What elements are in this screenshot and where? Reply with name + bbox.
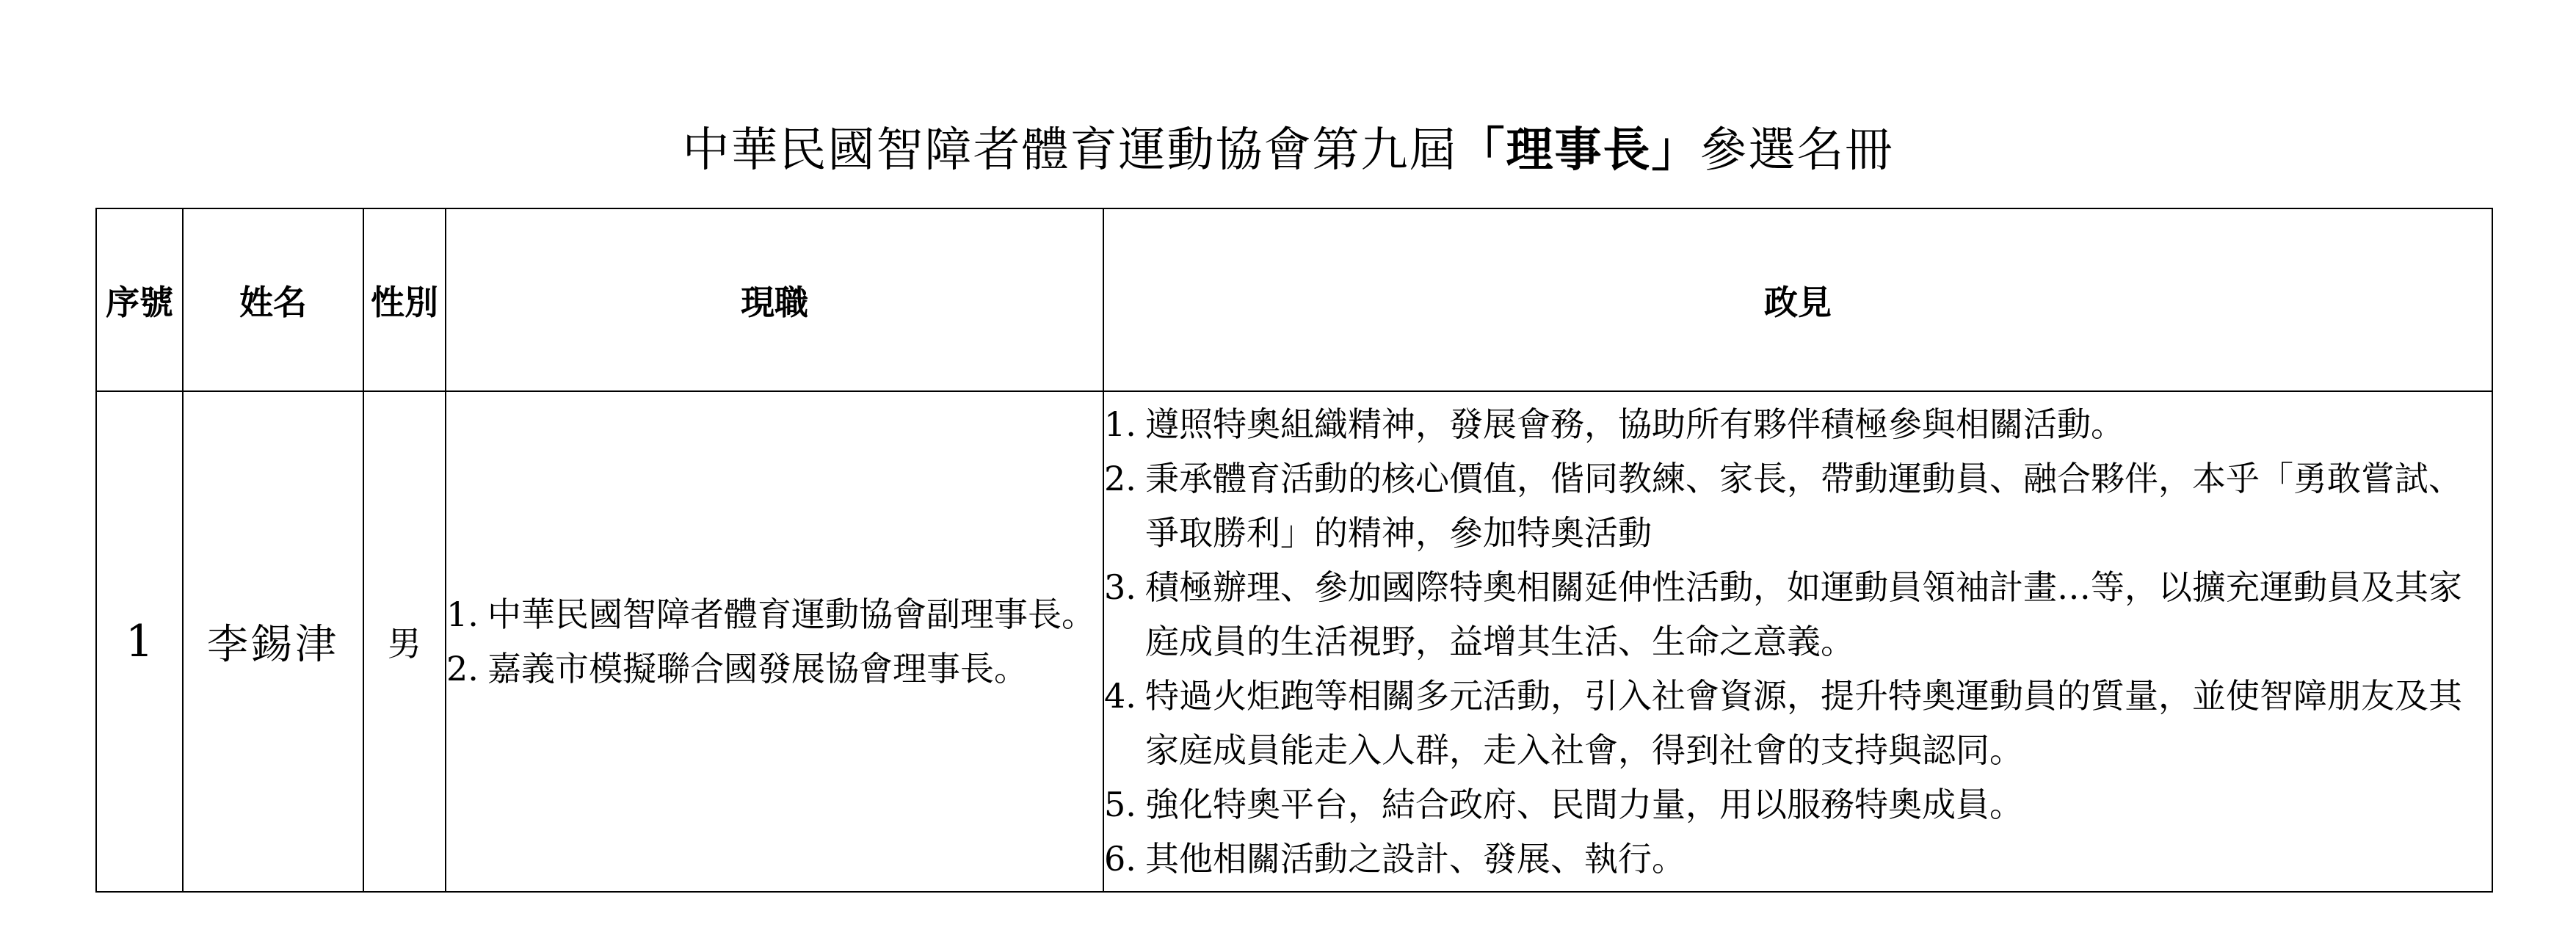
list-item-number: 1.: [1104, 404, 1136, 444]
list-item: [1104, 669, 2492, 777]
list-item-number: 2.: [1104, 459, 1136, 498]
list-item-text: 遵照特奧組織精神，發展會務，協助所有夥伴積極參與相關活動。: [1145, 404, 2125, 444]
list-item-number: 6.: [1104, 839, 1136, 879]
list-item-text: 強化特奧平台，結合政府、民間力量，用以服務特奧成員。: [1145, 785, 2023, 824]
title-prefix: 中華民國智障者體育運動協會第九屆: [682, 123, 1458, 178]
header-serial: 序號: [96, 208, 183, 391]
cell-platform: [1103, 391, 2492, 892]
list-item: [1104, 832, 2492, 886]
cell-gender: 男: [363, 391, 446, 892]
title-suffix: 參選名冊: [1699, 123, 1894, 178]
list-item-text: 積極辦理、參加國際特奧相關延伸性活動，如運動員領袖計畫…等，以擴充運動員及其家庭成員的生活視野，益增其生活、生命之意義。: [1145, 567, 2462, 661]
list-item: [1104, 397, 2492, 451]
candidate-roster-table: [95, 208, 2493, 893]
table-header-row: [96, 208, 2492, 391]
cell-serial: 1: [96, 391, 183, 892]
list-item-number: 5.: [1104, 785, 1136, 824]
list-item: [446, 642, 1103, 696]
header-name: 姓名: [183, 208, 363, 391]
list-item-number: 1.: [446, 595, 479, 634]
positions-list: [446, 587, 1103, 696]
list-item: [1104, 560, 2492, 669]
list-item: [446, 587, 1103, 642]
list-item-number: 3.: [1104, 567, 1136, 607]
list-item-text: 其他相關活動之設計、發展、執行。: [1145, 839, 1686, 879]
list-item-number: 2.: [446, 649, 479, 688]
list-item: [1104, 451, 2492, 560]
list-item-number: 4.: [1104, 676, 1136, 716]
list-item-text: 中華民國智障者體育運動協會副理事長。: [487, 595, 1095, 634]
cell-name: 李錫津: [183, 391, 363, 892]
list-item-text: 嘉義市模擬聯合國發展協會理事長。: [487, 649, 1028, 688]
header-positions: 現職: [446, 208, 1103, 391]
platform-list: [1104, 397, 2492, 886]
cell-positions: [446, 391, 1103, 892]
list-item-text: 特過火炬跑等相關多元活動，引入社會資源，提升特奧運動員的質量，並使智障朋友及其家庭成員能走入人群，走入社會，得到社會的支持與認同。: [1145, 676, 2462, 770]
header-gender: 性別: [363, 208, 446, 391]
title-emphasis: 「理事長」: [1457, 123, 1700, 178]
document-title: [0, 117, 2576, 184]
header-platform: 政見: [1103, 208, 2492, 391]
table-row: [96, 391, 2492, 892]
list-item-text: 秉承體育活動的核心價值，偕同教練、家長，帶動運動員、融合夥伴，本乎「勇敢嘗試、爭取勝利」的精神，參加特奧活動: [1145, 459, 2462, 553]
list-item: [1104, 777, 2492, 832]
